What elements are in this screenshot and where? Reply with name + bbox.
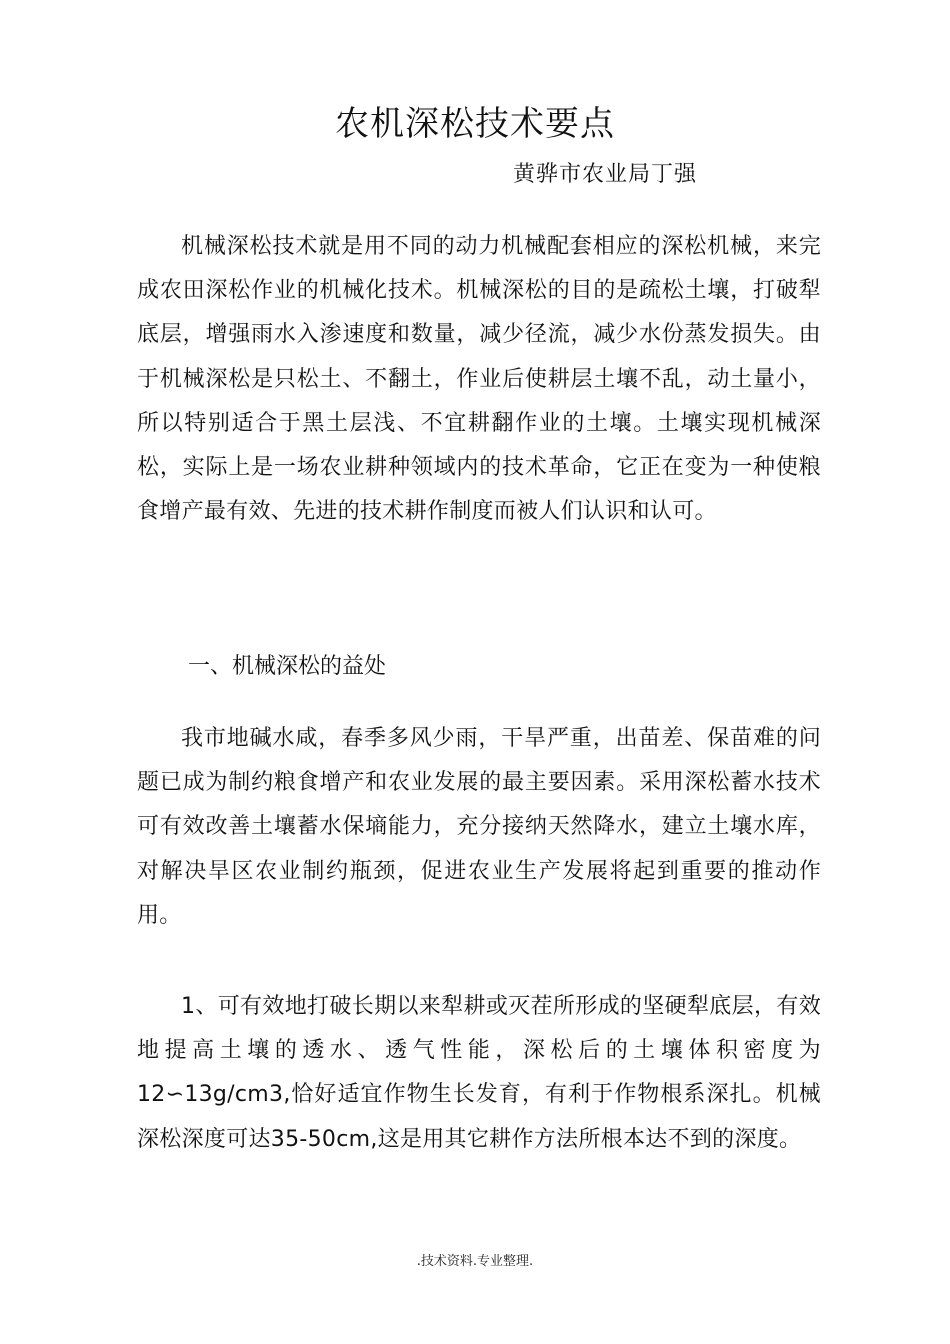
- page-footer: .技术资料.专业整理.: [416, 1254, 534, 1269]
- section-body-paragraph: 我市地碱水咸，春季多风少雨，干旱严重，出苗差、保苗难的问题已成为制约粮食增产和农业发展的最主要因素。采用深松蓄水技术可有效改善土壤蓄水保墒能力，充分接纳天然降水，建立土壤水库，对解决旱区农业制约瓶颈，促进农业生产发展将起到重要的推动作用。: [137, 726, 821, 928]
- list-item-paragraph: 1、可有效地打破长期以来犁耕或灭茬所形成的坚硬犁底层，有效地提高土壤的透水、透气性能，深松后的土壤体积密度为12∽13g/cm3,恰好适宜作物生长发育，有利于作物根系深扎。机械深松深度可达35-50cm,这是用其它耕作方法所根本达不到的深度。: [137, 994, 821, 1152]
- document-title: 农机深松技术要点: [335, 104, 615, 144]
- intro-paragraph: 机械深松技术就是用不同的动力机械配套相应的深松机械，来完成农田深松作业的机械化技术。机械深松的目的是疏松土壤，打破犁底层，增强雨水入渗速度和数量，减少径流，减少水份蒸发损失。由于机械深松是只松土、不翻土，作业后使耕层土壤不乱，动土量小，所以特别适合于黑土层浅、不宜耕翻作业的土壤。土壤实现机械深松，实际上是一场农业耕种领域内的技术革命，它正在变为一种使粮食增产最有效、先进的技术耕作制度而被人们认识和认可。: [137, 234, 821, 525]
- section-heading: 一、机械深松的益处: [188, 654, 387, 679]
- document-author: 黄骅市农业局丁强: [513, 162, 698, 187]
